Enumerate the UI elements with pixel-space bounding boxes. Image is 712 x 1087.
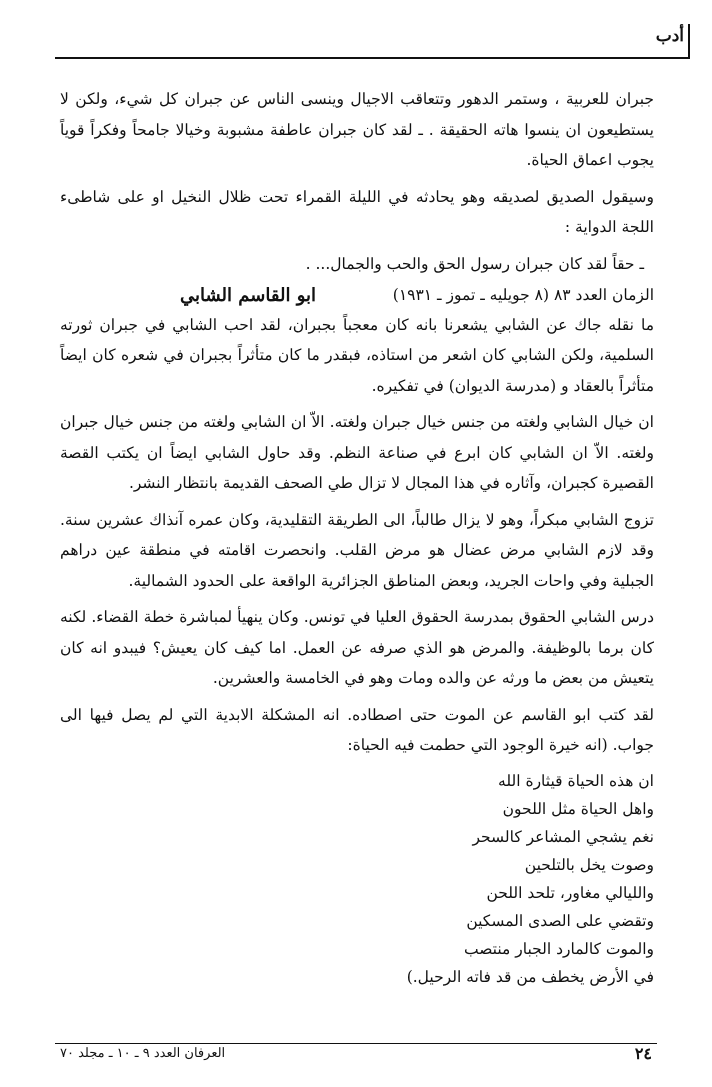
section-heading: ابو القاسم الشابي xyxy=(180,284,317,306)
paragraph-6: درس الشابي الحقوق بمدرسة الحقوق العليا في تونس. وكان ينهيأ لمباشرة خطة القضاء. لكنه كان برما بالوظيفة. والمرض هو الذي صرفه عن العمل. اما كيف كان يعيش؟ فيبدو انه كان يتعيش من بعض ما ورثه عن والده ومات وهو في الخامسة والعشرين. xyxy=(60,608,654,687)
paragraph-1: جبران للعربية ، وستمر الدهور وتتعاقب الاجيال وينسى الناس عن جبران كل شيء، ولكن لا يستطيعون ان ينسوا هاته الحقيقة . ـ لقد كان جبران عاطفة مشبوبة وخيالا جامحاً وفكراً قوياً يجوب اعماق الحياة. xyxy=(60,90,654,169)
poem-line: ان هذه الحياة قيثارة الله xyxy=(498,771,654,790)
paragraph-2: وسيقول الصديق لصديقه وهو يحادثه في الليلة القمراء تحت ظلال النخيل او على شاطىء اللجة الدواية : xyxy=(60,187,654,236)
poem-line: واهل الحياة مثل اللحون xyxy=(502,799,654,818)
quote-line: ـ حقاً لقد كان جبران رسول الحق والحب والجمال... . xyxy=(305,254,644,273)
poem-line: وتقضي على الصدى المسكين xyxy=(466,911,654,930)
poem-line: وصوت يخل بالتلحين xyxy=(524,855,654,874)
paragraph-3: ما نقله جاك عن الشابي يشعرنا بانه كان معجباً بجبران، لقد احب الشابي في جبران ثورته السلمية، ولكن الشابي كان اشعر من استاذه، فبقدر ما كان متأثراً بجبران في شعره كان ايضاً متأثراً بالعقاد و (مدرسة الديوان) في تفكيره. xyxy=(60,315,654,395)
poem-line: في الأرض يخطف من قد فاته الرحيل.) xyxy=(406,967,654,986)
poem-line: نغم يشجي المشاعر كالسحر xyxy=(472,827,654,846)
journal-footer: العرفان العدد ٩ ـ ١٠ ـ مجلد ٧٠ xyxy=(60,1046,226,1061)
paragraph-5: تزوج الشابي مبكراً، وهو لا يزال طالباً، الى الطريقة التقليدية، وكان عمره آنذاك عشرين سنة. وقد لازم الشابي مرض عضال هو مرض القلب. وانحصرت اقامته في منطقة عين دراهم الجبلية وفي واحات الجريد، وبعض المناطق الجزائرية الواقعة على الحدود الشمالية. xyxy=(60,510,654,590)
page-number: ٢٤ xyxy=(634,1044,652,1063)
poem xyxy=(60,767,654,991)
header-vertical-rule xyxy=(688,24,690,57)
header-rule xyxy=(55,57,690,59)
paragraph-7: لقد كتب ابو القاسم عن الموت حتى اصطاده. انه المشكلة الابدية التي لم يصل فيها الى جواب. (انه خيرة الوجود التي حطمت فيه الحياة: xyxy=(60,705,654,754)
section-label: أدب xyxy=(655,26,684,46)
article-body xyxy=(60,84,654,991)
source-citation: الزمان العدد ٨٣ (٨ جويليه ـ تموز ـ ١٩٣١) xyxy=(392,286,654,304)
poem-line: والليالي مغاور، تلحد اللحن xyxy=(486,883,654,902)
poem-line: والموت كالمارد الجبار منتصب xyxy=(464,939,654,958)
paragraph-4: ان خيال الشابي ولغته من جنس خيال جبران ولغته. الاّ ان الشابي ولغته من جنس خيال جبران ولغته. الاّ ان الشابي كان ابرع في صناعة النظم. وقد حاول الشابي ايضاً ان يكتب القصة القصيرة كجبران، وآثاره في هذا المجال لا تزال طي الصحف القديمة بانتظار النشر. xyxy=(60,413,654,492)
footer-rule xyxy=(55,1043,657,1044)
citation-row xyxy=(60,285,654,306)
